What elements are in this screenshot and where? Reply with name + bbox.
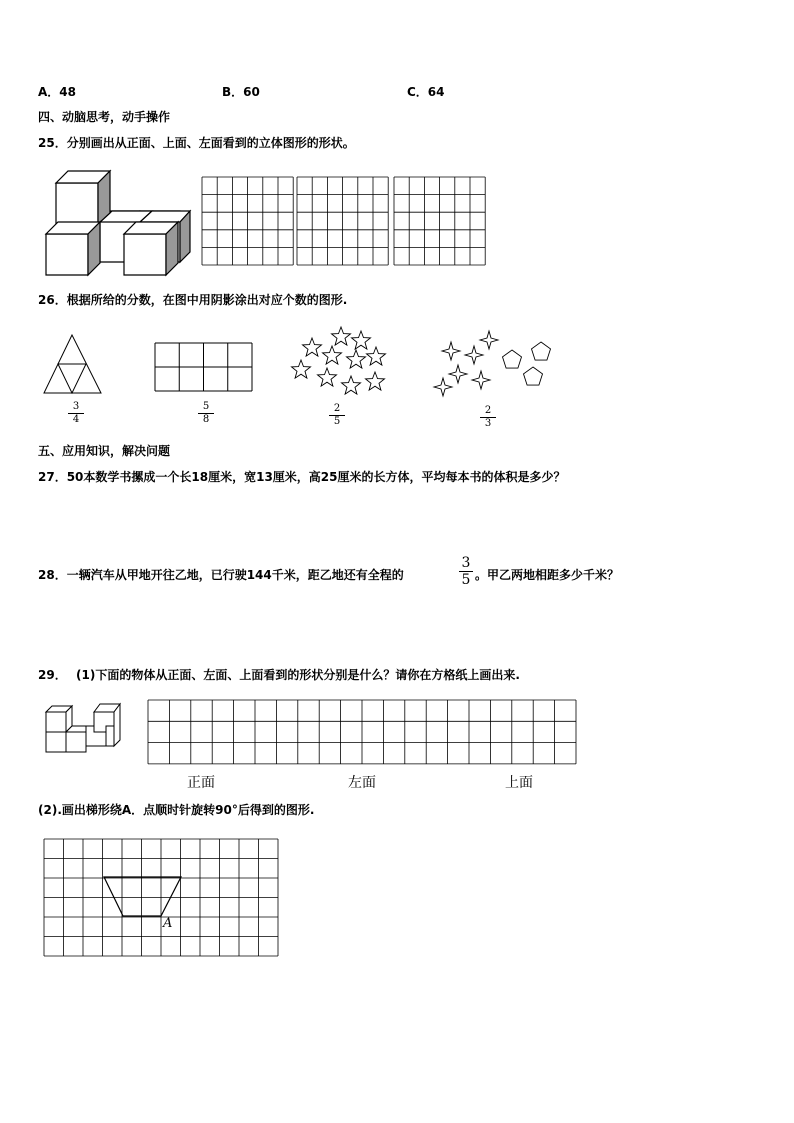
q29-rotation-cells xyxy=(44,839,278,956)
q26-text: 26．根据所给的分数，在图中用阴影涂出对应个数的图形. xyxy=(38,293,348,307)
q28-text-after: 。甲乙两地相距多少千米？ xyxy=(475,568,620,582)
q26-fraction-2 xyxy=(196,401,216,426)
q26-triangle-figure xyxy=(44,335,101,393)
star-shape xyxy=(347,350,366,368)
q25-grid-3 xyxy=(394,177,485,265)
q26-fraction-1 xyxy=(66,401,86,426)
q29-view-grid xyxy=(148,700,576,764)
q29-number: 29． xyxy=(38,668,67,682)
q25-grid-2 xyxy=(297,177,388,265)
q26-rect-cells xyxy=(155,343,252,391)
sparkle-shape xyxy=(465,346,483,364)
section4-heading: 四、动脑思考，动手操作 xyxy=(38,110,171,124)
q26-fraction-3 xyxy=(327,403,347,428)
q27-text: 27．50本数学书摞成一个长18厘米，宽13厘米，高25厘米的长方体，平均每本书的体积是多少？ xyxy=(38,470,566,484)
q29-cube-figure xyxy=(46,704,120,752)
sparkle-shape xyxy=(472,371,490,389)
q29-part1-text: (1)下面的物体从正面、左面、上面看到的形状分别是什么？请你在方格纸上画出来. xyxy=(76,668,520,682)
q28-text-before: 28．一辆汽车从甲地开往乙地，已行驶144千米，距乙地还有全程的 xyxy=(38,568,404,582)
q28-fraction xyxy=(459,555,473,588)
q26-stars-figure xyxy=(292,327,386,394)
sparkle-shape xyxy=(434,378,452,396)
star-shape xyxy=(323,346,342,364)
q29-view-cells xyxy=(148,700,576,764)
sparkle-shape xyxy=(480,331,498,349)
fraction-numerator: 3 xyxy=(461,555,471,571)
pentagon-shape xyxy=(532,342,551,360)
fraction-numerator: 5 xyxy=(202,401,210,412)
star-shape xyxy=(352,331,371,349)
q26-fraction-4 xyxy=(478,405,498,430)
choice-c: C．64 xyxy=(407,85,445,99)
view-label-left: 左面 xyxy=(348,775,376,791)
section5-heading: 五、应用知识，解决问题 xyxy=(38,444,171,458)
fraction-denominator: 3 xyxy=(484,418,492,429)
q25-cube-figure xyxy=(46,171,190,275)
star-shape xyxy=(367,347,386,365)
fraction-numerator: 2 xyxy=(484,405,492,416)
fraction-denominator: 5 xyxy=(461,572,471,588)
star-shape xyxy=(303,338,322,356)
view-label-top: 上面 xyxy=(505,775,533,791)
sparkle-shape xyxy=(449,365,467,383)
star-shape xyxy=(292,360,311,378)
star-shape xyxy=(366,372,385,390)
pentagon-shape xyxy=(524,367,543,385)
point-a-label: A xyxy=(163,916,173,931)
view-label-front: 正面 xyxy=(187,775,215,791)
q26-rectangle-figure xyxy=(155,343,252,391)
star-shape xyxy=(318,368,337,386)
fraction-denominator: 5 xyxy=(333,416,341,427)
fraction-numerator: 2 xyxy=(333,403,341,414)
q25-grid-1 xyxy=(202,177,293,265)
q29-trapezoid xyxy=(104,877,181,916)
pentagon-shape xyxy=(503,350,522,368)
sparkle-shape xyxy=(442,342,460,360)
fraction-denominator: 8 xyxy=(202,414,210,425)
fraction-denominator: 4 xyxy=(72,414,80,425)
choice-a: A．48 xyxy=(38,85,76,99)
q29-rotation-grid xyxy=(44,839,278,956)
choice-b: B．60 xyxy=(222,85,260,99)
star-shape xyxy=(342,376,361,394)
star-shape xyxy=(332,327,351,345)
q26-sparkles-pentagons-figure xyxy=(434,331,551,396)
q25-answer-grids xyxy=(202,177,485,265)
q29-part2-text: (2).画出梯形绕A．点顺时针旋转90°后得到的图形. xyxy=(38,803,315,817)
q25-text: 25．分别画出从正面、上面、左面看到的立体图形的形状。 xyxy=(38,136,355,150)
fraction-numerator: 3 xyxy=(72,401,80,412)
